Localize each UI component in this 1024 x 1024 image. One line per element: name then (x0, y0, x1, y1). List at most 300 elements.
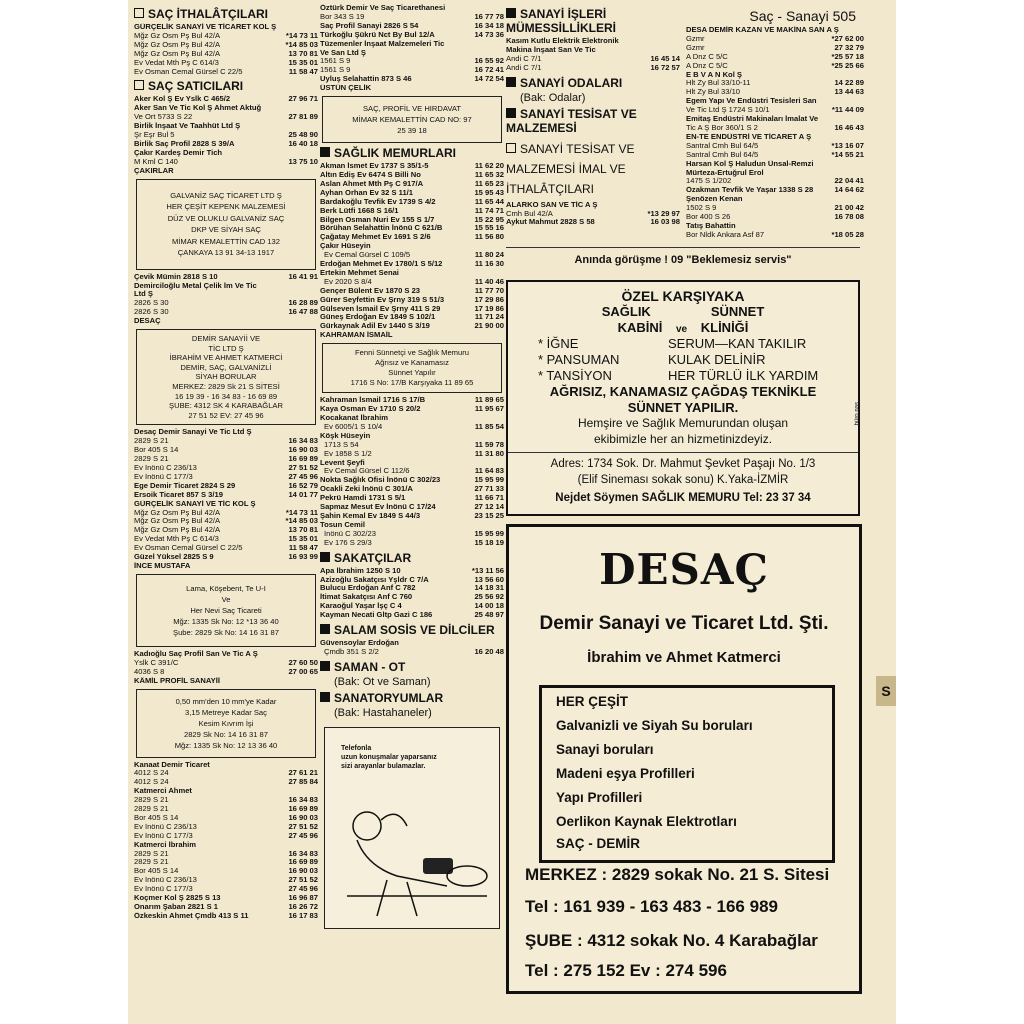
section-heading: SAMAN - OT (320, 660, 504, 674)
listing-text: A Dnz C 5/C (686, 52, 728, 61)
listing-phone: 27 51 52 (288, 464, 318, 472)
listing-text: Apa İbrahim 1250 S 10 (320, 566, 401, 575)
listing-phone: 27 12 14 (474, 503, 504, 512)
listing-phone: 11 85 54 (474, 422, 504, 431)
listing-row (320, 75, 504, 84)
listing-text: 2829 S 21 (134, 805, 169, 814)
listing-row (134, 464, 318, 473)
listing-phone: 16 34 18 (474, 21, 504, 30)
listing-row (686, 97, 864, 106)
listing-text: DESA DEMİR KAZAN VE MAKİNA SAN A Ş (686, 26, 839, 34)
ad-line: ÇANKAYA 13 91 34-13 1917 (177, 248, 275, 258)
listing-phone: 27 51 52 (288, 876, 318, 885)
listing-row (320, 567, 504, 576)
desac-tel2: Tel : 275 152 Ev : 274 596 (525, 961, 727, 980)
listing-row (320, 22, 504, 31)
listing-row (134, 140, 318, 149)
listing-row (320, 414, 504, 423)
listing-phone: 17 29 86 (474, 295, 504, 304)
listing-row (134, 446, 318, 455)
thumb-index-tab: S (876, 676, 896, 706)
listing-phone: 16 93 99 (288, 553, 318, 562)
listing-row (134, 122, 318, 131)
listing-row (134, 832, 318, 841)
listing-phone: 16 26 72 (288, 903, 318, 911)
listing-text: Bilgen Osman Nuri Ev 155 S 1/7 (320, 215, 435, 224)
ad-line: Ağrısız ve Kanamasız (375, 358, 449, 368)
listing-text: Uyluş Selahattin 873 S 46 (320, 75, 412, 84)
listing-text: Ev İnönü C 177/3 (134, 885, 193, 894)
listing-phone: 16 90 03 (288, 446, 318, 455)
listing-phone: *27 62 00 (831, 34, 864, 43)
ad-line: Mğz: 1335 Sk No: 12 *13 36 40 (173, 616, 279, 626)
listing-row (320, 405, 504, 414)
listing-group (134, 23, 318, 76)
ad-line: GALVANİZ SAÇ TİCARET LTD Ş (170, 190, 282, 200)
listing-phone: 16 47 88 (288, 308, 318, 317)
listing-text: Egem Yapı Ve Endüstri Tesisleri San (686, 97, 817, 106)
listing-row (506, 64, 680, 73)
listing-text: Mğz Gz Osm Pş Bul 42/A (134, 40, 221, 49)
listing-phone: *13 16 07 (831, 141, 864, 150)
listing-phone: 15 55 16 (474, 224, 504, 233)
listing-text: Azizoğlu Sakatçısı Yşldr C 7/A (320, 575, 429, 584)
ad-line: Lama, Köşebent, Te U-I (186, 583, 266, 593)
listing-text: Pekrü Hamdi 1731 S 5/1 (320, 494, 406, 503)
listing-text: Yslk C 391/C (134, 658, 179, 667)
listing-text: Bulucu Erdoğan Anf C 782 (320, 584, 416, 593)
listing-row (134, 517, 318, 526)
listing-text: Ve Tic Ltd Ş 1724 S 10/1 (686, 106, 770, 115)
listing-text: İnönü C 302/23 (324, 529, 376, 538)
listing-group (506, 201, 680, 228)
listing-phone: 11 74 71 (474, 206, 504, 215)
section-heading: SALAM SOSİS VE DİLCİLER (320, 623, 504, 637)
listing-text: Aker Kol Ş Ev Yslk C 465/2 (134, 95, 231, 104)
listing-row (320, 530, 504, 539)
listing-row (320, 441, 504, 450)
listing-text: Çağatay Mehmet Ev 1691 S 2/6 (320, 233, 431, 242)
listing-row (134, 912, 318, 921)
listing-group (134, 428, 318, 571)
listing-phone: 23 15 25 (474, 511, 504, 520)
listing-group (320, 639, 504, 657)
square-bullet-icon (320, 147, 330, 157)
listing-phone: 14 22 89 (834, 79, 864, 88)
listing-row (320, 305, 504, 314)
listing-text: Desaç Demir Sanayi Ve Tic Ltd Ş (134, 428, 252, 437)
listing-row (320, 287, 504, 296)
listing-phone: 11 62 20 (474, 162, 504, 171)
listing-phone: 16 90 03 (288, 867, 318, 876)
listing-phone: 11 71 24 (474, 313, 504, 322)
listing-phone: 21 00 42 (834, 204, 864, 213)
listing-phone: 27 32 79 (834, 43, 864, 52)
listing-text: Emitaş Endüstri Makinaları İmalat Ve (686, 115, 819, 124)
section-heading: SAÇ İTHALÂTÇILARI (134, 7, 318, 21)
listing-row (134, 290, 318, 299)
listing-phone: 15 35 01 (288, 58, 318, 67)
man-on-phone-illustration (327, 776, 503, 926)
listing-row (320, 269, 504, 278)
listing-phone: 16 52 79 (288, 481, 318, 490)
listing-phone: 21 90 00 (474, 322, 504, 331)
listing-row (320, 162, 504, 171)
listing-phone: 17 19 86 (474, 304, 504, 313)
listing-phone: 25 56 92 (474, 593, 504, 602)
listing-phone: 27 00 65 (288, 667, 318, 676)
listing-row (134, 428, 318, 437)
listing-row (320, 576, 504, 585)
listing-group (320, 4, 504, 93)
ad-kahraman-ismail (322, 343, 502, 393)
listing-phone: 16 20 48 (474, 647, 504, 656)
ad-sunnet-clinic: ÖZEL KARŞIYAKA SAĞLIK SÜNNET KABİNİ ve KLİNİĞİ * İĞNE SERUM—KAN TAKILIR * PANSUMAN KULAK DELİNİR * TANSİYON HER TÜRLÜ İLK YARDIM AĞRISIZ, KANAMASIZ ÇAĞDAŞ TEKNİKLE SÜNNET YAPILIR. Hemşire ve Sağlık Memurundan oluşan ekibimizle her an hizmetinizdeyiz. Adres: 1734 Sok. Dr. Mahmut Şevket Paşajı No. 1/3 (Elif Sineması sokak sonu) K.Yaka-İZMİR Nejdet Söymen SAĞLIK MEMURU Tel: 23 37 34 büro nas (506, 280, 860, 516)
listing-row (320, 602, 504, 611)
listing-text: ALARKO SAN VE TİC A Ş (506, 200, 598, 209)
listing-row (134, 149, 318, 158)
listing-text: Kahraman İsmail 1716 S 17/B (320, 396, 426, 405)
listing-phone: 16 55 92 (474, 57, 504, 66)
listing-text: Ev 1858 S 1/2 (324, 449, 372, 458)
ad-line: DEMİR SANAYİİ VE (191, 334, 261, 344)
listing-row (134, 41, 318, 50)
listing-text: KAHRAMAN İSMAİL (320, 331, 393, 340)
listing-text: Ev İnönü C 236/13 (134, 822, 197, 831)
listing-row (686, 142, 864, 151)
listing-row (686, 106, 864, 115)
ad-line: Ve (221, 594, 231, 604)
listing-row (686, 35, 864, 44)
listing-phone: 11 95 67 (474, 405, 504, 414)
listing-phone: 16 41 91 (288, 272, 318, 281)
listing-text: Onarım Şaban 2821 S 1 (134, 903, 218, 911)
listing-text: Bor Nldk Ankara Asf 87 (686, 230, 765, 239)
listing-row (686, 88, 864, 97)
listing-text: Ev Cemal Gürsel C 112/6 (324, 467, 410, 476)
listing-phone: 27 96 71 (288, 95, 318, 104)
ad-galvaniz (136, 179, 316, 270)
listing-row (320, 216, 504, 225)
listing-phone: *11 44 09 (831, 106, 864, 115)
listing-text: Çakır Hüseyin (320, 242, 371, 251)
listing-text: Güneş Erdoğan Ev 1849 S 102/1 (320, 313, 436, 322)
listing-text: 2826 S 30 (134, 299, 169, 308)
ad-line: DKP VE SİYAH SAÇ (191, 225, 261, 235)
listing-text: Andi C 7/1 (506, 54, 542, 63)
listing-row (686, 26, 864, 35)
listing-row (134, 894, 318, 903)
listing-text: Türkoğlu Şükrü Nct By Bul 12/A (320, 30, 435, 39)
listing-text: Levent Şeyfi (320, 458, 365, 467)
listing-text: KÂMİL PROFİL SANAYİİ (134, 676, 220, 685)
ad-line: 0,50 mm'den 10 mm'ye Kadar (175, 696, 277, 706)
listing-row (134, 282, 318, 291)
product-box: HER ÇEŞİT Galvanizli ve Siyah Su boruları Sanayi boruları Madeni eşya Profilleri Yapı Profilleri Oerlikon Kaynak Elektrotları SAÇ - DEMİR (539, 685, 835, 863)
section-heading: SANAYİ TESİSAT VE MALZEMESİ İMAL VE İTHALÂTÇILARI (506, 141, 635, 196)
listing-row (134, 95, 318, 104)
sub-column-left (506, 4, 680, 240)
ad-line: SİYAH BORULAR (195, 372, 257, 382)
listing-row (506, 201, 680, 210)
listing-phone: 11 65 32 (474, 170, 504, 179)
listing-text: Ve San Ltd Ş (320, 48, 366, 57)
listing-phone: 14 01 77 (288, 490, 318, 499)
listing-phone: 16 45 14 (650, 54, 680, 63)
listing-row (320, 521, 504, 530)
listing-row (134, 544, 318, 553)
desac-tel1: Tel : 161 939 - 163 483 - 166 989 (525, 897, 778, 916)
listing-phone: 16 34 83 (288, 437, 318, 446)
listing-row (134, 158, 318, 167)
listing-text: Ev Vedat Mth Pş C 614/3 (134, 535, 219, 544)
listing-text: Çakır Kardeş Demir Tich (134, 148, 223, 157)
ad-line: SAÇ, PROFİL VE HIRDAVAT (362, 104, 462, 114)
listing-row (320, 450, 504, 459)
listing-text: 2829 S 21 (134, 858, 169, 867)
listing-row (320, 539, 504, 548)
listing-text: Güvensoylar Erdoğan (320, 639, 399, 648)
listing-text: Ocakli Zeki İnönü C 301/A (320, 485, 413, 494)
listing-row (320, 198, 504, 207)
ad-ince-mustafa (136, 574, 316, 647)
listing-text: 1561 S 9 (320, 66, 351, 75)
listing-text: Andi C 7/1 (506, 63, 542, 72)
listing-row (134, 761, 318, 770)
listing-row (320, 476, 504, 485)
listing-text: Makina İnşaat San Ve Tic (506, 45, 596, 54)
listing-group (320, 567, 504, 620)
listing-phone: *14 85 03 (285, 517, 318, 526)
listing-text: Mğz Gz Osm Pş Bul 42/A (134, 517, 221, 526)
listing-row (134, 167, 318, 176)
listing-phone: 13 44 63 (834, 88, 864, 97)
listing-text: Kaya Osman Ev 1710 S 20/2 (320, 405, 421, 414)
listing-phone: 15 95 99 (474, 529, 504, 538)
listing-row (134, 823, 318, 832)
listing-row (686, 204, 864, 213)
listing-row (686, 177, 864, 186)
listing-phone: 13 70 81 (288, 526, 318, 535)
ad-line: İBRAHİM VE AHMET KATMERCİ (169, 353, 283, 363)
listing-row (134, 299, 318, 308)
listing-text: Bor 405 S 14 (134, 867, 179, 876)
listing-row (320, 40, 504, 49)
desac-merkez: MERKEZ : 2829 sokak No. 21 S. Sitesi (525, 865, 830, 884)
listing-phone: *13 29 97 (647, 209, 680, 218)
square-bullet-icon (320, 661, 330, 671)
listing-text: Şahin Kemal Ev 1849 S 44/3 (320, 511, 421, 520)
listing-text: DESAÇ (134, 317, 161, 326)
desac-logo: DESAÇ (599, 545, 769, 594)
listing-row (320, 331, 504, 340)
listing-text: 2829 S 21 (134, 796, 169, 805)
listing-text: Çevik Mümin 2818 S 10 (134, 272, 218, 281)
listing-text: Birlik İnşaat Ve Taahhüt Ltd Ş (134, 122, 241, 131)
listing-row (320, 242, 504, 251)
listing-row (134, 769, 318, 778)
listing-row (134, 876, 318, 885)
ad-kamil-profil (136, 689, 316, 758)
listing-phone: *14 85 03 (285, 40, 318, 49)
listing-text: 4012 S 24 (134, 769, 169, 778)
listing-phone: 16 40 18 (288, 139, 318, 148)
listing-text: EN-TE ENDÜSTRİ VE TİCARET A Ş (686, 132, 812, 141)
listing-text: Kasım Kutlu Elektrik Elektronik (506, 37, 619, 45)
checkbox-icon (134, 8, 144, 18)
listing-text: Santral Cmh Bul 64/5 (686, 150, 759, 159)
listing-text: Gülseven İsmail Ev Şrny 411 S 29 (320, 304, 441, 313)
listing-text: Şr Eşr Bul 5 (134, 131, 175, 140)
listing-text: Altın Ediş Ev 6474 S Billi No (320, 170, 421, 179)
listing-text: 2829 S 21 (134, 455, 169, 464)
listing-text: Mğz Gz Osm Pş Bul 42/A (134, 49, 221, 58)
listing-row (686, 79, 864, 88)
listing-phone: 11 66 71 (474, 494, 504, 503)
listing-text: Özakman Tevfik Ve Yaşar 1338 S 28 (686, 186, 814, 195)
listing-text: Birlik Saç Profil 2828 S 39/A (134, 139, 235, 148)
listing-text: 1502 S 9 (686, 204, 717, 213)
listing-phone: 11 89 65 (474, 396, 504, 405)
listing-phone: 16 34 83 (288, 796, 318, 805)
listing-phone: 27 71 33 (474, 485, 504, 494)
listing-text: Bor 400 S 26 (686, 213, 731, 222)
listing-text: İNCE MUSTAFA (134, 561, 191, 570)
listing-text: Aslan Ahmet Mth Pş C 917/A (320, 179, 424, 188)
listing-row (134, 553, 318, 562)
listing-row (134, 500, 318, 509)
listing-row (686, 62, 864, 71)
listing-row (320, 432, 504, 441)
listing-group (134, 95, 318, 175)
listing-phone: 25 48 97 (474, 611, 504, 620)
listing-row (134, 668, 318, 677)
listing-row (134, 131, 318, 140)
listing-group (320, 396, 504, 547)
ad-line: 16 19 39 - 16 34 83 - 16 69 89 (174, 391, 278, 401)
listing-text: Tüzemenler İnşaat Malzemeleri Tic (320, 39, 445, 48)
ad-line: 3,15 Metreye Kadar Saç (185, 707, 267, 717)
listing-phone: 14 00 18 (474, 602, 504, 611)
checkbox-icon (134, 80, 144, 90)
listing-text: 2826 S 30 (134, 308, 169, 317)
listing-row (686, 124, 864, 133)
sub-column-right (686, 4, 864, 240)
listing-row (320, 233, 504, 242)
listing-text: Ersoik Ticaret 857 S 3/19 (134, 490, 223, 499)
listing-row (134, 650, 318, 659)
listing-row (506, 55, 680, 64)
listing-row (134, 526, 318, 535)
listing-text: 1713 S 54 (324, 440, 359, 449)
listing-text: Santral Cmh Bul 64/5 (686, 141, 759, 150)
listing-phone: 16 72 41 (474, 66, 504, 75)
listing-row (686, 151, 864, 160)
ad-desac: DESAÇ Demir Sanayi ve Ticaret Ltd. Şti. İbrahim ve Ahmet Katmerci HER ÇEŞİT Galvanizli ve Siyah Su boruları Sanayi boruları Madeni eşya Profilleri Yapı Profilleri Oerlikon Kaynak Elektrotları SAÇ - DEMİR MERKEZ : 2829 sokak No. 21 S. Sitesi Tel : 161 939 - 163 483 - 166 989 ŞUBE : 4312 sokak No. 4 Karabağlar Tel : 275 152 Ev : 274 596 (506, 524, 862, 994)
listing-row (320, 251, 504, 260)
listing-text: Gürkaynak Adil Ev 1440 S 3/19 (320, 322, 430, 331)
listing-text: 1475 S 1/202 (686, 177, 732, 186)
listing-row (686, 231, 864, 240)
directory-page (128, 0, 896, 1024)
listing-text: Gzmr (686, 34, 705, 43)
listing-phone: 13 75 10 (288, 157, 318, 166)
listing-text: Özkeskin Ahmet Çmdb 413 S 11 (134, 911, 249, 920)
listing-text: Sapmaz Mesut Ev İnönü C 17/24 (320, 503, 436, 512)
listing-row (134, 814, 318, 823)
listing-text: Çmdb 351 S 2/2 (324, 647, 379, 656)
listing-row (320, 189, 504, 198)
listing-row (320, 485, 504, 494)
listing-text: Güzel Yüksel 2825 S 9 (134, 553, 214, 562)
listing-text: Harsan Kol Ş Haludun Ünsal-Remzi (686, 159, 814, 168)
listing-text: Saç Profil Sanayi 2826 S 54 (320, 21, 419, 30)
listing-row (320, 313, 504, 322)
listing-text: Mğz Gz Osm Pş Bul 42/A (134, 508, 221, 517)
listing-group (506, 37, 680, 73)
listing-text: Ev Osman Cemal Gürsel C 22/5 (134, 67, 243, 76)
listing-phone: 15 22 95 (474, 215, 504, 224)
listing-row (320, 57, 504, 66)
listing-phone: 14 18 31 (474, 584, 504, 593)
listing-row (134, 59, 318, 68)
listing-text: Ertekin Mehmet Senai (320, 268, 399, 277)
listing-row (320, 31, 504, 40)
listing-row (320, 66, 504, 75)
listing-text: Mürteza-Ertuğrul Erol (686, 168, 764, 177)
ad-line: Şube: 2829 Sk No: 14 16 31 87 (173, 627, 279, 637)
listing-text: Ev 2020 S 8/4 (324, 277, 372, 286)
listing-row (686, 186, 864, 195)
listing-row (134, 850, 318, 859)
listing-text: Ev İnönü C 236/13 (134, 464, 197, 472)
listing-row (320, 423, 504, 432)
listing-phone: 13 70 81 (288, 49, 318, 58)
listing-phone: 27 85 84 (288, 778, 318, 787)
listing-phone: 16 96 87 (288, 894, 318, 903)
listing-text: ÜSTÜN ÇELİK (320, 84, 372, 93)
listing-phone: 27 45 96 (288, 472, 318, 481)
see-also: (Bak: Odalar) (520, 91, 586, 104)
section-heading: SANAYİ İŞLERİ MÜMESSİLLİKLERİ (506, 7, 616, 35)
checkbox-icon (506, 143, 516, 153)
section-heading: SANAYİ TESİSAT VE MALZEMESİ (506, 106, 637, 135)
listing-phone: 11 80 24 (474, 251, 504, 260)
listing-row (686, 71, 864, 80)
listing-phone: 16 78 08 (834, 213, 864, 222)
listing-phone: 27 61 21 (288, 769, 318, 778)
listing-row (134, 509, 318, 518)
listing-text: Aker San Ve Tic Kol Ş Ahmet Aktuğ (134, 104, 262, 113)
listing-row (320, 611, 504, 620)
section-heading: SAKATÇILAR (320, 551, 504, 565)
listing-text: Aykut Mahmut 2828 S 58 (506, 218, 595, 227)
listing-row (134, 23, 318, 32)
listing-row (320, 648, 504, 657)
listing-text: Nokta Sağlık Ofisi İnönü C 302/23 (320, 476, 441, 485)
ad-line: Mğz: 1335 Sk No: 12 13 36 40 (174, 740, 278, 750)
listing-row (134, 308, 318, 317)
listing-text: Ev İnönü C 236/13 (134, 876, 197, 885)
listing-text: Bor 405 S 14 (134, 813, 179, 822)
listing-row (320, 260, 504, 269)
listing-text: Akman İsmet Ev 1737 S 35/1-5 (320, 162, 429, 171)
square-bullet-icon (506, 8, 516, 18)
listing-row (134, 68, 318, 77)
listing-row (320, 207, 504, 216)
listing-phone: 11 58 47 (288, 544, 318, 553)
ad-line: TİC LTD Ş (208, 343, 244, 353)
